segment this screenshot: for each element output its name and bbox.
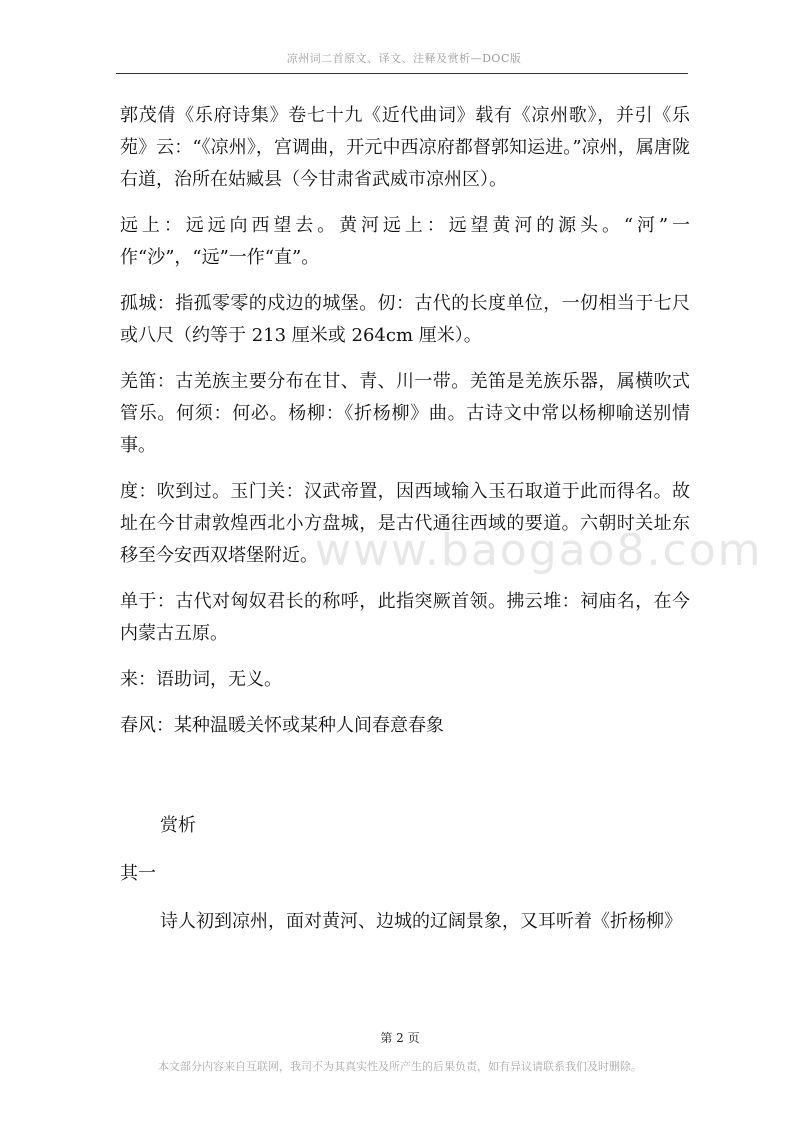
note-paragraph: 单于：古代对匈奴君长的称呼，此指突厥首领。拂云堆：祠庙名，在今内蒙古五原。 (120, 591, 690, 644)
note-paragraph: 羌笛：古羌族主要分布在甘、青、川一带。羌笛是羌族乐器，属横吹式管乐。何须：何必。杨柳：《折杨柳》曲。古诗文中常以杨柳喻送别情事。 (120, 371, 690, 456)
appreciation-paragraph: 诗人初到凉州，面对黄河、边城的辽阔景象，又耳听着《折杨柳》 (160, 911, 682, 932)
watermark: www.baogao8.com (315, 525, 763, 576)
header-rule (116, 73, 688, 74)
note-paragraph: 来：语助词，无义。 (120, 669, 282, 690)
note-paragraph: 度：吹到过。玉门关：汉武帝置，因西域输入玉石取道于此而得名。故址在今甘肃敦煌西北小方盘城，是古代通往西域的要道。六朝时关址东移至今安西双塔堡附近。 (120, 481, 690, 566)
document-body (120, 100, 690, 952)
spacer (120, 756, 690, 810)
note-paragraph: 孤城：指孤零零的戍边的城堡。仞：古代的长度单位，一仞相当于七尺或八尺（约等于 213 厘米或 264cm 厘米）。 (120, 293, 690, 346)
sub-title: 其一 (120, 863, 156, 884)
section-title: 赏析 (160, 815, 196, 836)
page-number: 第 2 页 (380, 1031, 420, 1045)
note-paragraph: 春风：某种温暖关怀或某种人间春意春象 (120, 715, 444, 736)
note-paragraph: 郭茂倩《乐府诗集》卷七十九《近代曲词》载有《凉州歌》，并引《乐苑》云：“《凉州》，宫调曲，开元中西凉府都督郭知运进。”凉州，属唐陇右道，治所在姑臧县（今甘肃省武威市凉州区）。 (120, 105, 690, 190)
footer-disclaimer: 本文部分内容来自互联网，我司不为其真实性及所产生的后果负责，如有异议请联系我们及时删除。 (158, 1060, 642, 1073)
page-header: 凉州词二首原文、译文、注释及赏析—DOC版 (286, 52, 522, 65)
note-paragraph: 远上：远远向西望去。黄河远上：远望黄河的源头。“河”一作“沙”，“远”一作“直”。 (120, 215, 690, 268)
